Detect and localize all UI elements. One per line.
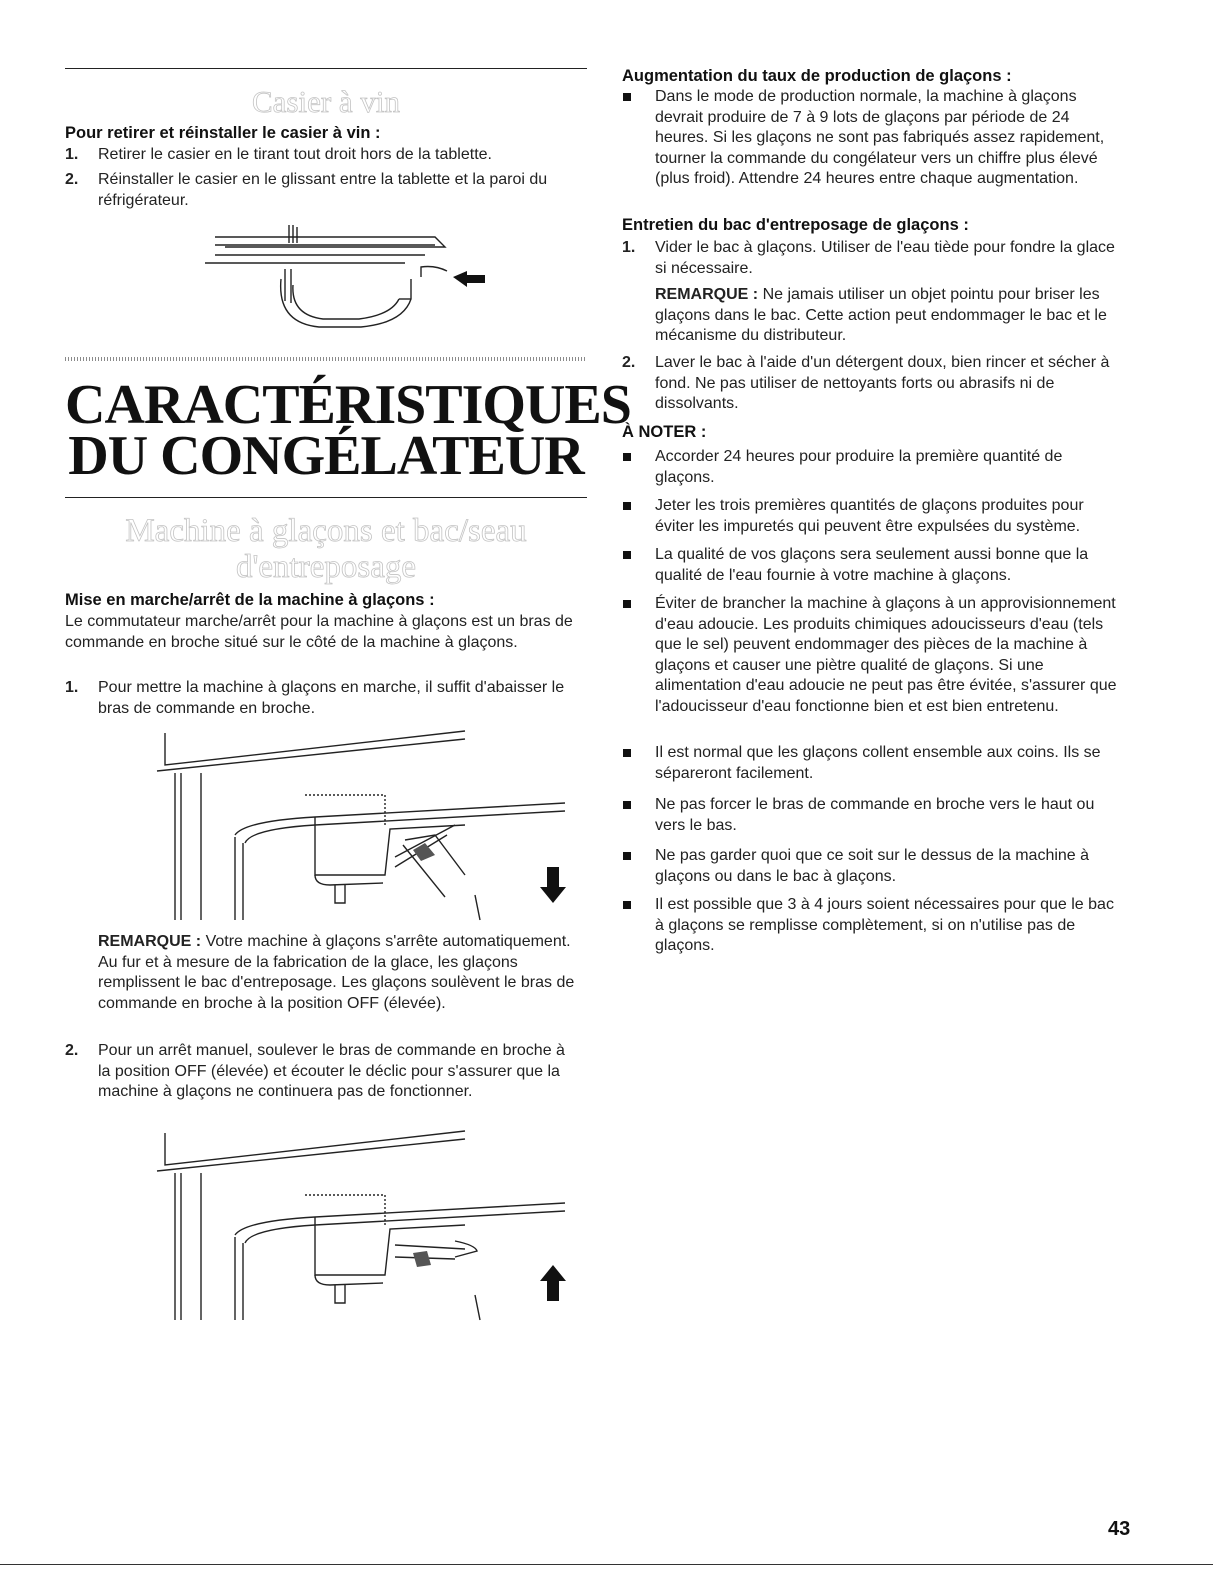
chapter-title-line-2: DU CONGÉLATEUR bbox=[68, 425, 584, 487]
step-number: 2. bbox=[65, 1042, 79, 1059]
bullet-text: Accorder 24 heures pour produire la première quantité de glaçons. bbox=[655, 448, 1063, 486]
step-number: 2. bbox=[622, 354, 636, 371]
note-bullet-1 bbox=[655, 447, 1120, 488]
step-text: Pour mettre la machine à glaçons en marche, il suffit d'abaisser le bras de commande en broche. bbox=[98, 679, 565, 717]
top-rule bbox=[65, 68, 587, 69]
bullet-text: Éviter de brancher la machine à glaçons à un approvisionnement d'eau adoucie. Les produits chimiques adoucisseurs d'eau (tels que le sel) peuvent endommager des pièces de la machine à glaçons et causer une piètre qualité de glaçons. Si une alimentation d'eau adoucie ne peut pas être évitée, s'assurer que l'adoucisseur d'eau fonctionne bien et est bien entretenu. bbox=[655, 595, 1117, 715]
wine-step-1 bbox=[65, 145, 578, 166]
maintenance-step-1 bbox=[622, 238, 1120, 279]
note-text: Ne jamais utiliser un objet pointu pour briser les glaçons dans le bac. Cette action peut endommager le bac et le mécanisme du distributeur. bbox=[655, 286, 1107, 344]
step-number: 1. bbox=[65, 146, 79, 163]
bullet-text: Jeter les trois premières quantités de glaçons produites pour éviter les impuretés qui peuvent être expulsées du système. bbox=[655, 497, 1084, 535]
step-number: 2. bbox=[65, 171, 79, 188]
ice-maker-section-title-line-1: Machine à glaçons et bac/seau bbox=[125, 513, 527, 549]
page-number: 43 bbox=[1108, 1518, 1131, 1540]
production-heading: Augmentation du taux de production de glaçons : bbox=[622, 67, 1012, 85]
maintenance-note bbox=[655, 285, 1120, 347]
wine-rack-heading: Pour retirer et réinstaller le casier à vin : bbox=[65, 124, 381, 142]
bullet-text: Ne pas forcer le bras de commande en broche vers le haut ou vers le bas. bbox=[655, 796, 1095, 834]
auto-stop-note bbox=[98, 932, 578, 1014]
wine-rack-illustration bbox=[185, 215, 505, 335]
bullet-text: Il est possible que 3 à 4 jours soient nécessaires pour que le bac à glaçons se remplisse complètement, si on n'utilise pas de glaçons. bbox=[655, 896, 1114, 954]
note-bullet-5 bbox=[655, 743, 1120, 784]
on-step-1 bbox=[65, 678, 578, 719]
stippled-divider bbox=[65, 357, 587, 361]
note-bullet-3 bbox=[655, 545, 1120, 586]
bullet-text: Ne pas garder quoi que ce soit sur le dessus de la machine à glaçons ou dans le bac à glaçons. bbox=[655, 847, 1090, 885]
bullet-text: Il est normal que les glaçons collent ensemble aux coins. Ils se sépareront facilement. bbox=[655, 744, 1101, 782]
section-rule bbox=[65, 497, 587, 498]
off-step-2 bbox=[65, 1041, 578, 1103]
notes-heading: À NOTER : bbox=[622, 423, 707, 441]
chapter-title-line-1: CARACTÉRISTIQUES bbox=[65, 374, 631, 436]
bullet-square-icon bbox=[623, 901, 631, 909]
bottom-edge-line bbox=[0, 1564, 1213, 1565]
step-text: Réinstaller le casier en le glissant entre la tablette et la paroi du réfrigérateur. bbox=[98, 171, 548, 209]
maintenance-heading: Entretien du bac d'entreposage de glaçons : bbox=[622, 216, 969, 234]
maintenance-step-2 bbox=[622, 353, 1120, 415]
note-text: Votre machine à glaçons s'arrête automatiquement. Au fur et à mesure de la fabrication de la glace, les glaçons remplissent le bac d'entreposage. Les glaçons soulèvent le bras de commande en broche à la position OFF (élevée). bbox=[98, 933, 575, 1012]
note-label: REMARQUE : bbox=[98, 933, 202, 950]
note-bullet-7 bbox=[655, 846, 1120, 887]
bullet-square-icon bbox=[623, 93, 631, 101]
note-bullet-4 bbox=[655, 594, 1120, 717]
step-number: 1. bbox=[65, 679, 79, 696]
step-text: Laver le bac à l'aide d'un détergent doux, bien rincer et sécher à fond. Ne pas utiliser de nettoyants forts ou abrasifs ni de dissolvants. bbox=[655, 354, 1110, 412]
ice-maker-section-title-line-2: d'entreposage bbox=[235, 549, 417, 585]
bullet-text: La qualité de vos glaçons sera seulement aussi bonne que la qualité de l'eau fournie à votre machine à glaçons. bbox=[655, 546, 1089, 584]
bullet-square-icon bbox=[623, 600, 631, 608]
wine-step-2 bbox=[65, 170, 578, 211]
step-text: Retirer le casier en le tirant tout droit hors de la tablette. bbox=[98, 146, 492, 163]
production-bullet bbox=[655, 87, 1120, 190]
wine-rack-section-title: Casier à vin bbox=[251, 84, 401, 119]
on-off-heading: Mise en marche/arrêt de la machine à glaçons : bbox=[65, 591, 435, 609]
step-text: Vider le bac à glaçons. Utiliser de l'eau tiède pour fondre la glace si nécessaire. bbox=[655, 239, 1115, 277]
bullet-text: Dans le mode de production normale, la machine à glaçons devrait produire de 7 à 9 lots de glaçons par période de 24 heures. Si les glaçons ne sont pas fabriqués assez rapidement, tourner la commande du congélateur vers un chiffre plus élevé (plus froid). Attendre 24 heures entre chaque augmentation. bbox=[655, 88, 1105, 187]
bullet-square-icon bbox=[623, 551, 631, 559]
bullet-square-icon bbox=[623, 801, 631, 809]
note-label: REMARQUE : bbox=[655, 286, 759, 303]
note-bullet-6 bbox=[655, 795, 1120, 836]
bullet-square-icon bbox=[623, 852, 631, 860]
ice-maker-arm-down-illustration bbox=[155, 725, 575, 925]
bullet-square-icon bbox=[623, 749, 631, 757]
step-text: Pour un arrêt manuel, soulever le bras de commande en broche à la position OFF (élevée) et écouter le déclic pour s'assurer que la machine à glaçons ne continuera pas de fonctionner. bbox=[98, 1042, 565, 1100]
on-off-intro: Le commutateur marche/arrêt pour la machine à glaçons est un bras de commande en broche situé sur le côté de la machine à glaçons. bbox=[65, 613, 573, 651]
bullet-square-icon bbox=[623, 502, 631, 510]
note-bullet-2 bbox=[655, 496, 1120, 537]
step-number: 1. bbox=[622, 239, 636, 256]
bullet-square-icon bbox=[623, 453, 631, 461]
note-bullet-8 bbox=[655, 895, 1120, 957]
ice-maker-arm-up-illustration bbox=[155, 1125, 575, 1325]
